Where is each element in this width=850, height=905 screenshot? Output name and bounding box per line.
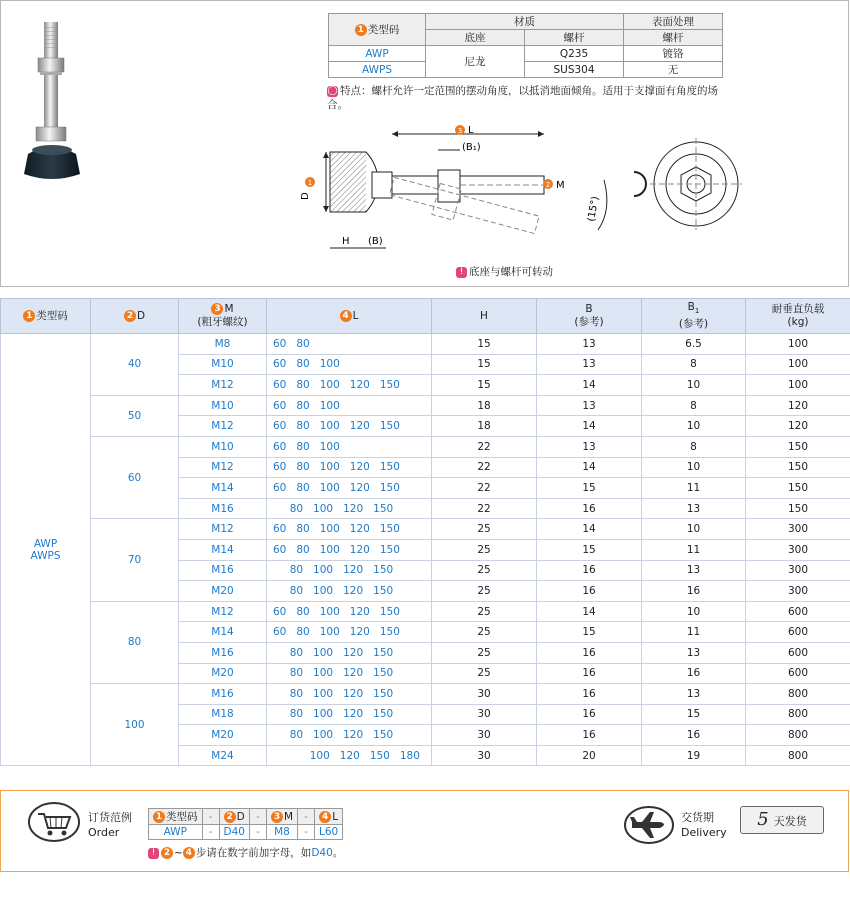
b-cell: 14 — [537, 375, 642, 396]
load-cell: 150 — [746, 478, 850, 499]
col-m: 3 M (粗牙螺纹) — [179, 299, 267, 334]
h-cell: 15 — [432, 375, 537, 396]
b-cell: 16 — [537, 663, 642, 684]
load-cell: 100 — [746, 354, 850, 375]
separator: - — [249, 825, 266, 840]
order-code-header: 1 类型码 — [149, 809, 203, 825]
b-cell: 14 — [537, 519, 642, 540]
b-cell: 16 — [537, 581, 642, 602]
order-note: ! 2 ~ 4 步请在数字前加字母，如D40。 — [148, 845, 343, 860]
b-cell: 16 — [537, 498, 642, 519]
l-cell: 80 100 120 150 — [267, 663, 432, 684]
material-row — [329, 46, 723, 62]
h-cell: 22 — [432, 436, 537, 457]
load-cell: 100 — [746, 334, 850, 355]
l-cell: 60 80 100 120 150 — [267, 375, 432, 396]
d-cell: 100 — [91, 684, 179, 766]
number-1-icon: 1 — [355, 24, 367, 36]
l-cell: 60 80 100 120 150 — [267, 601, 432, 622]
number-2-icon: 2 — [161, 847, 173, 859]
m-cell: M18 — [179, 704, 267, 725]
d-cell: 80 — [91, 601, 179, 683]
separator: - — [202, 825, 219, 840]
l-cell: 80 100 120 150 — [267, 560, 432, 581]
b-cell: 13 — [537, 354, 642, 375]
b1-cell: 6.5 — [642, 334, 746, 355]
b1-cell: 15 — [642, 704, 746, 725]
delivery-days: 5 — [757, 809, 769, 830]
info-icon: ◯ — [327, 85, 338, 96]
l-cell: 80 100 120 150 — [267, 725, 432, 746]
b1-cell: 11 — [642, 478, 746, 499]
info-icon: ! — [456, 267, 467, 278]
number-4-icon: 4 — [340, 310, 352, 322]
b-cell: 16 — [537, 725, 642, 746]
l-cell: 60 80 100 120 150 — [267, 539, 432, 560]
l-cell: 60 80 100 120 150 — [267, 622, 432, 643]
order-d-header: 2 D — [219, 809, 249, 825]
delivery-badge — [740, 806, 824, 834]
b-cell: 14 — [537, 416, 642, 437]
load-cell: 600 — [746, 601, 850, 622]
separator: - — [298, 809, 315, 825]
dim-l-label: L — [468, 125, 474, 136]
b-cell: 13 — [537, 436, 642, 457]
load-cell: 300 — [746, 519, 850, 540]
table-row — [1, 334, 850, 355]
m-cell: M10 — [179, 395, 267, 416]
load-cell: 300 — [746, 581, 850, 602]
b1-cell: 16 — [642, 663, 746, 684]
load-cell: 800 — [746, 684, 850, 705]
dim-b1-label: (B₁) — [462, 142, 481, 153]
separator: - — [298, 825, 315, 840]
h-cell: 15 — [432, 334, 537, 355]
m-cell: M10 — [179, 354, 267, 375]
m-cell: M16 — [179, 642, 267, 663]
h-cell: 30 — [432, 684, 537, 705]
m-cell: M16 — [179, 498, 267, 519]
load-cell: 600 — [746, 663, 850, 684]
l-cell: 60 80 100 120 150 — [267, 416, 432, 437]
l-cell: 80 100 120 150 — [267, 684, 432, 705]
l-cell: 80 100 120 150 — [267, 642, 432, 663]
d-cell: 40 — [91, 334, 179, 396]
l-cell: 60 80 — [267, 334, 432, 355]
drawing-caption: ! 底座与螺杆可转动 — [456, 264, 553, 279]
m-cell: M16 — [179, 560, 267, 581]
type-code: AWP — [33, 537, 58, 550]
m-cell: M12 — [179, 375, 267, 396]
b-cell: 16 — [537, 560, 642, 581]
h-cell: 25 — [432, 663, 537, 684]
dim-d-label: D — [300, 192, 311, 200]
h-cell: 18 — [432, 416, 537, 437]
h-cell: 15 — [432, 354, 537, 375]
order-example-table — [148, 808, 343, 840]
b-cell: 16 — [537, 684, 642, 705]
m-cell: M12 — [179, 519, 267, 540]
l-cell: 60 80 100 120 150 — [267, 457, 432, 478]
angle-label: (15°) — [586, 195, 602, 223]
h-cell: 30 — [432, 745, 537, 766]
h-cell: 25 — [432, 622, 537, 643]
load-cell: 150 — [746, 436, 850, 457]
material-row — [329, 62, 723, 78]
m-cell: M10 — [179, 436, 267, 457]
m-cell: M20 — [179, 663, 267, 684]
load-cell: 800 — [746, 704, 850, 725]
m-cell: M12 — [179, 416, 267, 437]
h-cell: 22 — [432, 498, 537, 519]
load-cell: 150 — [746, 457, 850, 478]
number-3-icon: 3 — [271, 811, 283, 823]
b-cell: 13 — [537, 334, 642, 355]
dim-m-label: M — [556, 180, 565, 191]
h-cell: 25 — [432, 601, 537, 622]
b1-cell: 10 — [642, 519, 746, 540]
table-row — [1, 684, 850, 705]
b1-cell: 10 — [642, 416, 746, 437]
d-cell: 60 — [91, 436, 179, 518]
info-icon: ! — [148, 848, 159, 859]
svg-text:3: 3 — [457, 127, 463, 135]
b1-cell: 10 — [642, 457, 746, 478]
surface-header: 表面处理 — [624, 14, 723, 30]
b1-cell: 13 — [642, 642, 746, 663]
number-1-icon: 1 — [23, 310, 35, 322]
surface-treatment: 无 — [624, 62, 723, 78]
order-title: 订货范例 Order — [88, 811, 132, 839]
m-cell: M14 — [179, 539, 267, 560]
screw-material: SUS304 — [525, 62, 624, 78]
h-cell: 25 — [432, 539, 537, 560]
b-cell: 14 — [537, 457, 642, 478]
type-code: AWPS — [329, 62, 426, 78]
col-b1: $B_1$ (参考) — [642, 299, 746, 334]
example-d: D40 — [219, 825, 249, 840]
load-cell: 150 — [746, 498, 850, 519]
b1-cell: 13 — [642, 560, 746, 581]
h-cell: 22 — [432, 457, 537, 478]
l-cell: 60 80 100 — [267, 395, 432, 416]
b1-cell: 16 — [642, 725, 746, 746]
l-cell: 60 80 100 120 150 — [267, 519, 432, 540]
m-cell: M14 — [179, 478, 267, 499]
b-cell: 16 — [537, 642, 642, 663]
b-cell: 20 — [537, 745, 642, 766]
feature-note: ◯ 特点：螺杆允许一定范围的摆动角度，以抵消地面倾角。适用于支撑面有角度的场合。 — [327, 85, 718, 111]
spec-body — [1, 334, 850, 766]
svg-text:1: 1 — [307, 179, 313, 187]
h-cell: 25 — [432, 560, 537, 581]
m-cell: M12 — [179, 457, 267, 478]
load-cell: 800 — [746, 725, 850, 746]
m-cell: M16 — [179, 684, 267, 705]
delivery-title: 交货期 Delivery — [681, 811, 727, 839]
airplane-icon — [624, 806, 674, 844]
b1-cell: 19 — [642, 745, 746, 766]
separator: - — [202, 809, 219, 825]
code-header: 1 类型码 — [329, 14, 426, 46]
load-cell: 100 — [746, 375, 850, 396]
col-d: 2 D — [91, 299, 179, 334]
table-row — [1, 601, 850, 622]
l-cell: 60 80 100 — [267, 354, 432, 375]
l-cell: 60 80 100 120 150 — [267, 478, 432, 499]
number-4-icon: 4 — [319, 811, 331, 823]
type-code-cell — [1, 334, 91, 766]
technical-drawing — [298, 120, 748, 260]
m-cell: M8 — [179, 334, 267, 355]
b-cell: 14 — [537, 601, 642, 622]
load-cell: 300 — [746, 560, 850, 581]
m-cell: M24 — [179, 745, 267, 766]
col-b: B (参考) — [537, 299, 642, 334]
h-cell: 30 — [432, 725, 537, 746]
product-photo — [24, 22, 104, 190]
b-cell: 15 — [537, 539, 642, 560]
load-cell: 120 — [746, 395, 850, 416]
h-cell: 18 — [432, 395, 537, 416]
screw-header: 螺杆 — [525, 30, 624, 46]
b1-cell: 8 — [642, 354, 746, 375]
example-code: AWP — [149, 825, 203, 840]
svg-text:2: 2 — [545, 181, 551, 189]
b1-cell: 16 — [642, 581, 746, 602]
material-header: 材质 — [426, 14, 624, 30]
l-cell: 100 120 150 180 — [267, 745, 432, 766]
dim-h-label: H — [342, 236, 350, 247]
number-1-icon: 1 — [153, 811, 165, 823]
b1-cell: 13 — [642, 498, 746, 519]
table-row — [1, 519, 850, 540]
b1-cell: 10 — [642, 601, 746, 622]
number-3-icon: 3 — [211, 303, 223, 315]
b-cell: 15 — [537, 622, 642, 643]
h-cell: 25 — [432, 581, 537, 602]
l-cell: 60 80 100 — [267, 436, 432, 457]
d-cell: 70 — [91, 519, 179, 601]
d-cell: 50 — [91, 395, 179, 436]
spec-table — [0, 298, 850, 766]
b1-cell: 11 — [642, 622, 746, 643]
b-cell: 16 — [537, 704, 642, 725]
col-l: 4 L — [267, 299, 432, 334]
base-header: 底座 — [426, 30, 525, 46]
order-header-row — [149, 809, 343, 825]
screw-material: Q235 — [525, 46, 624, 62]
m-cell: M12 — [179, 601, 267, 622]
type-code: AWP — [329, 46, 426, 62]
h-cell: 25 — [432, 519, 537, 540]
dim-b-label: (B) — [368, 236, 383, 247]
number-4-icon: 4 — [183, 847, 195, 859]
b1-cell: 11 — [642, 539, 746, 560]
b1-cell: 8 — [642, 436, 746, 457]
b1-cell: 10 — [642, 375, 746, 396]
b1-cell: 8 — [642, 395, 746, 416]
col-load: 耐垂直负载 (kg) — [746, 299, 850, 334]
cart-icon — [28, 802, 80, 842]
order-l-header: 4 L — [315, 809, 343, 825]
number-2-icon: 2 — [224, 811, 236, 823]
load-cell: 300 — [746, 539, 850, 560]
b-cell: 13 — [537, 395, 642, 416]
l-cell: 80 100 120 150 — [267, 498, 432, 519]
b1-cell: 13 — [642, 684, 746, 705]
surface-screw-header: 螺杆 — [624, 30, 723, 46]
load-cell: 600 — [746, 642, 850, 663]
col-h: H — [432, 299, 537, 334]
order-m-header: 3 M — [266, 809, 297, 825]
number-2-icon: 2 — [124, 310, 136, 322]
l-cell: 80 100 120 150 — [267, 704, 432, 725]
example-m: M8 — [266, 825, 297, 840]
b-cell: 15 — [537, 478, 642, 499]
base-material: 尼龙 — [426, 46, 525, 78]
h-cell: 25 — [432, 642, 537, 663]
delivery-unit: 天发货 — [773, 815, 807, 828]
load-cell: 600 — [746, 622, 850, 643]
l-cell: 80 100 120 150 — [267, 581, 432, 602]
h-cell: 30 — [432, 704, 537, 725]
type-code: AWPS — [30, 549, 61, 562]
h-cell: 22 — [432, 478, 537, 499]
load-cell: 800 — [746, 745, 850, 766]
material-table — [328, 13, 723, 78]
load-cell: 120 — [746, 416, 850, 437]
col-code: 1 类型码 — [1, 299, 91, 334]
m-cell: M20 — [179, 725, 267, 746]
table-row — [1, 395, 850, 416]
m-cell: M14 — [179, 622, 267, 643]
order-example-row — [149, 825, 343, 840]
m-cell: M20 — [179, 581, 267, 602]
surface-treatment: 镀铬 — [624, 46, 723, 62]
separator: - — [249, 809, 266, 825]
example-l: L60 — [315, 825, 343, 840]
table-row — [1, 436, 850, 457]
spec-header-row — [1, 299, 850, 334]
